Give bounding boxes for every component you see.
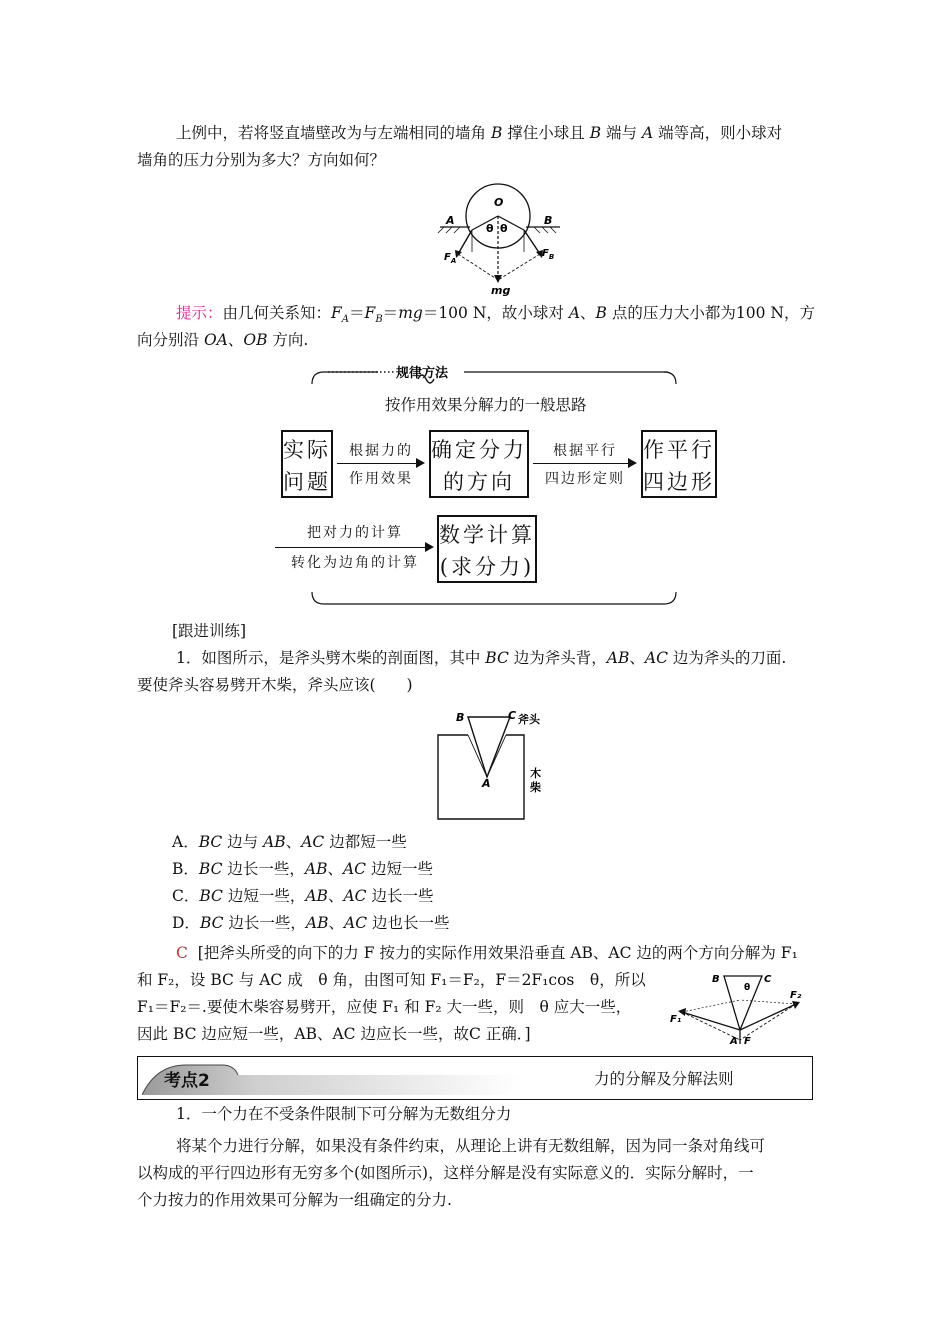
label-c: C — [508, 709, 517, 722]
label-ab: AB — [304, 860, 328, 878]
option-text: 边长一些 — [366, 887, 434, 905]
label-a: A — [446, 214, 455, 227]
separator: 、 — [285, 833, 302, 851]
force-fa — [458, 230, 472, 254]
equals: ＝ — [349, 304, 365, 322]
question-text: 边为斧头的刀面. — [667, 649, 787, 667]
label-f2: F₂ — [790, 990, 802, 1001]
arrow-label-bottom: 转化为边角的计算 — [291, 555, 419, 571]
force-fb — [524, 230, 540, 254]
label-b: B — [490, 124, 503, 142]
section-1-heading: 1．一个力在不受条件限制下可分解为无数组分力 — [176, 1105, 512, 1123]
question-1-line-2: 要使斧头容易劈开木柴，斧头应该( ) — [137, 676, 413, 694]
option-text: 边长一些， — [223, 914, 306, 932]
force-fb-symbol: F — [364, 304, 376, 322]
label-bc: BC — [485, 649, 509, 667]
question-text: 边为斧头背， — [508, 649, 607, 667]
intro-line-1 — [176, 120, 782, 147]
force-decomposition-figure — [668, 970, 813, 1048]
label-ab: AB — [263, 833, 286, 851]
arrow-label-bottom: 四边形定则 — [545, 471, 625, 487]
option-text: 边长一些， — [222, 860, 305, 878]
flow-box-actual-problem — [281, 430, 333, 498]
answer-text: [把斧头所受的向下的力 F 按力的实际作用效果沿垂直 AB、AC 边的两个方向分解为 F₁ — [197, 944, 798, 962]
method-badge: 规律方法 — [396, 366, 449, 381]
separator: 、 — [327, 860, 343, 878]
kaodian-title: 力的分解及分解法则 — [594, 1070, 734, 1088]
option-text: 边短一些， — [222, 887, 306, 905]
option-text: 边短一些 — [366, 860, 433, 878]
wood-label-2: 柴 — [530, 781, 541, 794]
label-f: F — [744, 1036, 751, 1047]
label-c: C — [764, 974, 772, 985]
label-ac: AC — [344, 914, 368, 932]
separator: 、 — [629, 649, 645, 667]
hint-text: 向分别沿 — [137, 331, 204, 349]
label-b: B — [456, 711, 465, 724]
arrow-label-top: 把对力的计算 — [307, 525, 403, 541]
intro-line-2: 墙角的压力分别为多大？方向如何？ — [137, 151, 386, 169]
theta-right: θ — [500, 222, 508, 235]
arrow-label-bottom: 作用效果 — [349, 471, 413, 487]
flow-box-component-direction — [429, 430, 529, 498]
label-a: A — [568, 304, 581, 322]
hint-line-2 — [137, 327, 308, 354]
section-1-line-3: 个力按力的作用效果可分解为一组确定的分力. — [137, 1191, 452, 1209]
option-text: 边都短一些 — [324, 833, 407, 851]
label-ac: AC — [644, 649, 668, 667]
label-ac: AC — [342, 860, 367, 878]
answer-line-1 — [176, 940, 798, 967]
kaodian-header — [137, 1056, 813, 1100]
label-bc: BC — [198, 833, 223, 851]
label-ab: AB — [606, 649, 630, 667]
label-bc: BC — [199, 887, 223, 905]
label-f1: F₁ — [670, 1014, 682, 1025]
label-b: B — [544, 214, 553, 227]
label-b: B — [589, 124, 602, 142]
practice-header: [跟进训练] — [172, 622, 247, 640]
flow-arrow-3 — [275, 547, 432, 548]
axe-label: 斧头 — [518, 713, 540, 726]
box-line: 数学计算 — [439, 523, 535, 547]
wood-label-1: 木 — [530, 767, 541, 780]
subscript: B — [375, 314, 383, 326]
label-ac: AC — [343, 887, 367, 905]
box-line: 四边形 — [643, 470, 715, 494]
force-fa-symbol: F — [331, 304, 342, 322]
label-a: A — [641, 124, 654, 142]
theta-left: θ — [486, 222, 494, 235]
force-f1 — [682, 1012, 740, 1030]
box-line: (求分力) — [439, 555, 535, 579]
option-b[interactable] — [172, 856, 433, 883]
radius-oa — [472, 216, 498, 230]
label-ab: AB — [305, 887, 328, 905]
question-1-line-1 — [176, 645, 786, 672]
hint-text: 由几何关系知： — [222, 304, 332, 322]
label-bc: BC — [199, 914, 224, 932]
label-oa: OA — [203, 331, 228, 349]
flow-box-math-calc — [437, 515, 537, 583]
flow-arrow-2 — [533, 463, 635, 464]
option-text: 边也长一些 — [367, 914, 450, 932]
intro-text: 撑住小球且 — [502, 124, 590, 142]
flow-arrow-1 — [337, 463, 423, 464]
label-b: B — [595, 304, 607, 322]
answer-letter: C — [176, 944, 188, 962]
option-letter: B． — [172, 860, 199, 878]
separator: 、 — [327, 887, 344, 905]
intro-text: 上例中，若将竖直墙壁改为与左端相同的墙角 — [176, 124, 491, 142]
hint-label: 提示： — [176, 304, 223, 322]
arrow-label-top: 根据平行 — [553, 443, 617, 459]
label-ab: AB — [305, 914, 329, 932]
option-a[interactable] — [172, 829, 407, 856]
label-a: A — [730, 1036, 738, 1047]
box-line: 确定分力 — [431, 438, 527, 462]
option-c[interactable] — [172, 883, 433, 910]
arrow-label-top: 根据力的 — [349, 443, 413, 459]
box-line: 实际 — [283, 438, 331, 462]
option-letter: A． — [172, 833, 199, 851]
axe-wood-figure — [432, 705, 562, 823]
separator: 、 — [580, 304, 596, 322]
axe-head — [468, 717, 510, 777]
subscript: A — [341, 314, 350, 326]
option-letter: D． — [172, 914, 200, 932]
hint-text: 点的压力大小都为100 N，方 — [606, 304, 815, 322]
label-ob: OB — [243, 331, 268, 349]
label-fb: $F_B$ — [542, 248, 555, 261]
label-theta: θ — [744, 983, 751, 993]
box-line: 问题 — [283, 470, 331, 494]
separator: 、 — [227, 331, 244, 349]
label-fa: $F_A$ — [444, 252, 457, 265]
label-a: A — [482, 777, 491, 790]
hint-text: 方向. — [267, 331, 309, 349]
label-b: B — [712, 974, 720, 985]
equals: ＝ — [382, 304, 399, 322]
option-d[interactable] — [172, 910, 450, 937]
label-bc: BC — [198, 860, 223, 878]
method-title: 按作用效果分解力的一般思路 — [385, 396, 587, 414]
option-text: 边与 — [222, 833, 264, 851]
answer-line-2: 和 F₂，设 BC 与 AC 成 θ 角，由图可知 F₁＝F₂，F＝2F₁cos θ，所以 — [137, 971, 646, 989]
answer-line-4: 因此 BC 边应短一些，AB、AC 边应长一些，故C 正确．] — [137, 1025, 531, 1043]
separator: 、 — [328, 914, 345, 932]
section-1-line-1: 将某个力进行分解，如果没有条件约束，从理论上讲有无数组解，因为同一条对角线可 — [176, 1137, 766, 1155]
label-o: O — [494, 196, 504, 209]
box-line: 的方向 — [443, 470, 515, 494]
section-1-line-2: 以构成的平行四边形有无穷多个(如图所示)，这样分解是没有实际意义的．实际分解时，一 — [137, 1164, 754, 1182]
flow-box-parallelogram — [641, 430, 717, 498]
question-text: 1．如图所示，是斧头劈木柴的剖面图，其中 — [176, 649, 486, 667]
label-mg: mg — [491, 284, 511, 297]
option-letter: C． — [172, 887, 200, 905]
kaodian-badge: 考点2 — [164, 1071, 210, 1091]
ball-corner-figure — [436, 180, 566, 300]
intro-text: 端等高，则小球对 — [653, 124, 783, 142]
mg-symbol: mg — [398, 304, 423, 322]
hint-text: ＝100 N，故小球对 — [422, 304, 569, 322]
kaodian-badge-bg — [142, 1061, 522, 1095]
intro-text: 端与 — [601, 124, 642, 142]
box-line: 作平行 — [643, 438, 715, 462]
answer-line-3: F₁＝F₂＝.要使木柴容易劈开，应使 F₁ 和 F₂ 大一些，则 θ 应大一些， — [137, 998, 632, 1016]
label-ac: AC — [301, 833, 325, 851]
